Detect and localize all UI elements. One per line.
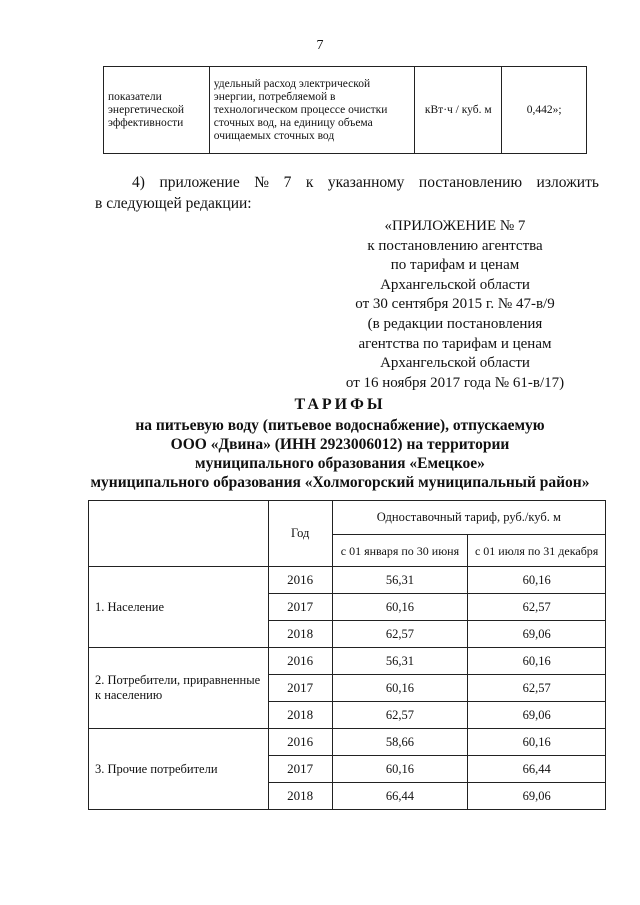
title-line: муниципального образования «Емецкое» [195,455,485,472]
paragraph-word: указанному [327,174,405,191]
tariff-cell-period-1: 62,57 [332,702,468,729]
appendix-line: «ПРИЛОЖЕНИЕ № 7 [384,218,526,234]
page-number: 7 [316,38,324,53]
tariff-cell-period-1: 56,31 [332,567,468,594]
year-cell: 2016 [268,648,332,675]
year-cell: 2018 [268,702,332,729]
year-cell: 2017 [268,675,332,702]
paragraph-word: к [305,174,314,191]
title-line: ООО «Двина» (ИНН 2923006012) на территории [170,436,510,453]
appendix-header [330,217,580,393]
table-row [89,567,606,594]
year-cell: 2017 [268,594,332,621]
header-tariff: Одноставочный тариф, руб./куб. м [332,501,605,535]
paragraph-word: изложить [536,174,599,191]
tariff-table [88,500,606,810]
appendix-line: от 16 ноября 2017 года № 61-в/17) [345,374,565,391]
appendix-line: Архангельской области [380,276,530,293]
tariff-cell-period-2: 69,06 [468,621,606,648]
indicator-group-cell: показатели энергетической эффективности [104,67,210,154]
tariff-cell-period-2: 69,06 [468,702,606,729]
tariff-cell-period-1: 62,57 [332,621,468,648]
table-row [104,67,587,154]
appendix-line: от 30 сентября 2015 г. № 47-в/9 [355,296,555,313]
header-period-1: с 01 января по 30 июня [332,535,468,567]
tariff-cell-period-1: 56,31 [332,648,468,675]
year-cell: 2016 [268,729,332,756]
title-heading: ТАРИФЫ [294,396,386,413]
paragraph-word: приложение [159,174,240,191]
table-row [89,729,606,756]
energy-efficiency-table [103,66,587,154]
tariff-cell-period-2: 66,44 [468,756,606,783]
appendix-line: агентства по тарифам и ценам [358,335,552,352]
appendix-line: Архангельской области [380,355,530,372]
year-cell: 2018 [268,783,332,810]
paragraph-line-2: в следующей редакции: [95,195,252,212]
title-line: муниципального образования «Холмогорский муниципальный район» [90,474,590,491]
header-year: Год [268,501,332,567]
category-cell: 3. Прочие потребители [89,729,269,810]
value-cell: 0,442»; [502,67,587,154]
tariff-cell-period-2: 62,57 [468,675,606,702]
tariff-cell-period-1: 60,16 [332,675,468,702]
tariff-cell-period-2: 60,16 [468,729,606,756]
paragraph-word: 4) [132,174,145,191]
appendix-line: по тарифам и ценам [390,257,520,274]
header-period-2: с 01 июля по 31 декабря [468,535,606,567]
year-cell: 2018 [268,621,332,648]
tariff-title [60,395,620,492]
tariff-cell-period-1: 66,44 [332,783,468,810]
tariff-cell-period-2: 60,16 [468,648,606,675]
tariff-cell-period-1: 58,66 [332,729,468,756]
unit-cell: кВт·ч / куб. м [415,67,502,154]
tariff-cell-period-2: 62,57 [468,594,606,621]
category-cell: 1. Население [89,567,269,648]
paragraph-word: 7 [283,174,292,191]
table-row [89,648,606,675]
category-cell: 2. Потребители, приравненные к населению [89,648,269,729]
year-cell: 2017 [268,756,332,783]
indicator-name-cell: удельный расход электрической энергии, потребляемой в технологическом процессе очистки сточных вод, на единицу объема очищаемых сточных вод [209,67,414,154]
paragraph-word: постановлению [418,174,523,191]
table-header-row [89,501,606,535]
tariff-cell-period-2: 60,16 [468,567,606,594]
header-empty-cell [89,501,269,567]
tariff-cell-period-1: 60,16 [332,756,468,783]
title-line: на питьевую воду (питьевое водоснабжение), отпускаемую [135,417,545,434]
paragraph-line-1 [95,172,599,193]
appendix-line: (в редакции постановления [367,315,543,332]
tariff-cell-period-1: 60,16 [332,594,468,621]
tariff-cell-period-2: 69,06 [468,783,606,810]
appendix-line: к постановлению агентства [367,237,543,254]
amendment-paragraph [95,172,599,214]
paragraph-word: № [254,174,270,191]
year-cell: 2016 [268,567,332,594]
